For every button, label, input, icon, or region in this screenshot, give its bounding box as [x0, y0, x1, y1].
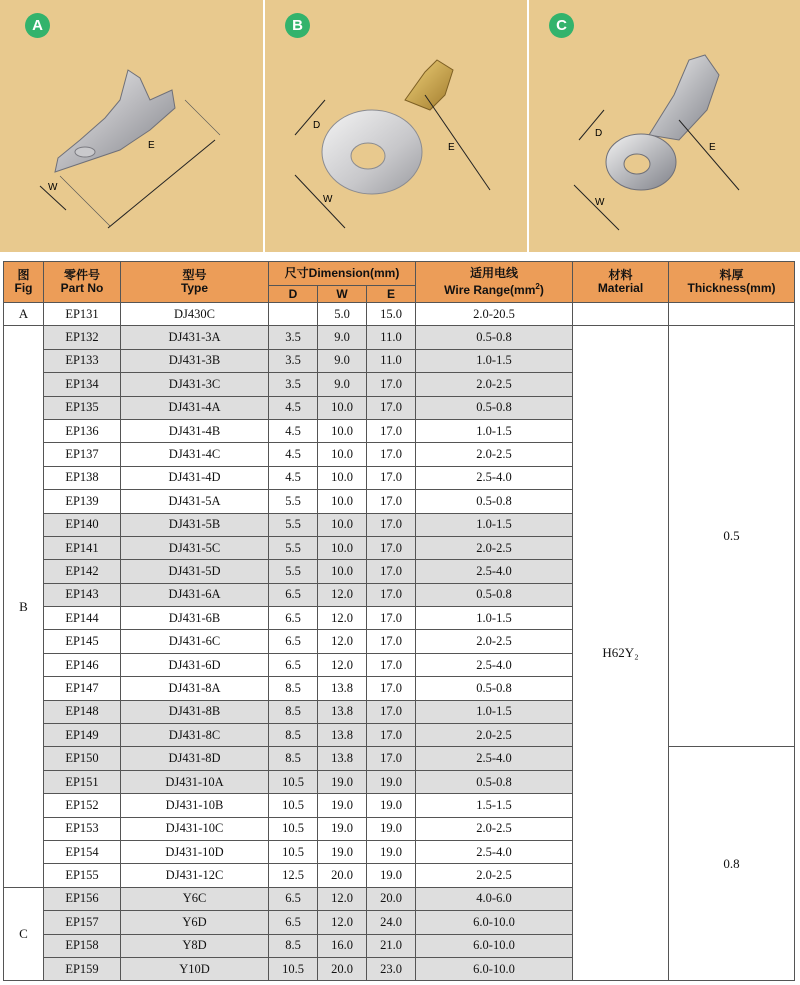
dim-w-cell: 10.0	[318, 396, 367, 419]
type-cell: DJ431-4D	[121, 466, 269, 489]
dim-d-cell: 10.5	[269, 794, 318, 817]
col-d-header: D	[269, 286, 318, 303]
figure-b-panel	[265, 0, 527, 252]
part-no-cell: EP137	[44, 443, 121, 466]
dim-w-cell: 10.0	[318, 466, 367, 489]
dim-w-cell: 10.0	[318, 419, 367, 442]
part-no-cell: EP142	[44, 560, 121, 583]
part-no-cell: EP154	[44, 840, 121, 863]
dim-d-cell: 6.5	[269, 607, 318, 630]
wire-range-cell: 0.5-0.8	[416, 396, 573, 419]
fig-group-b: B	[4, 326, 44, 887]
col-material-header: 材料 Material	[573, 262, 669, 303]
col-fig-header: 图 Fig	[4, 262, 44, 303]
dim-e-cell: 17.0	[367, 653, 416, 676]
material-blank-cell	[573, 303, 669, 326]
col-wire-header: 适用电线 Wire $Range(mm^2)$	[416, 262, 573, 303]
type-cell: DJ431-10D	[121, 840, 269, 863]
part-no-cell: EP133	[44, 349, 121, 372]
dim-w-cell: 9.0	[318, 326, 367, 349]
wire-range-cell: 2.5-4.0	[416, 840, 573, 863]
dim-w-cell: 10.0	[318, 560, 367, 583]
col-thickness-header: 料厚 Thickness(mm)	[669, 262, 795, 303]
dim-d-cell: 6.5	[269, 583, 318, 606]
dim-w-cell: 19.0	[318, 840, 367, 863]
part-no-cell: EP141	[44, 536, 121, 559]
terminal-c-illustration	[529, 0, 800, 252]
dim-d-cell: 3.5	[269, 373, 318, 396]
dim-d-cell	[269, 303, 318, 326]
part-no-cell: EP151	[44, 770, 121, 793]
type-cell: DJ431-8D	[121, 747, 269, 770]
dim-d-cell: 6.5	[269, 887, 318, 910]
table-row	[4, 326, 795, 349]
type-cell: DJ431-6B	[121, 607, 269, 630]
dim-w-cell: 20.0	[318, 864, 367, 887]
part-no-cell: EP155	[44, 864, 121, 887]
dim-w-cell: 10.0	[318, 443, 367, 466]
part-no-cell: EP153	[44, 817, 121, 840]
type-cell: DJ431-5A	[121, 490, 269, 513]
dim-w-cell: 13.8	[318, 700, 367, 723]
dim-e-cell: 17.0	[367, 747, 416, 770]
thickness-cell-1: 0.5	[669, 326, 795, 747]
wire-range-cell: 0.5-0.8	[416, 490, 573, 513]
type-cell: DJ431-10A	[121, 770, 269, 793]
part-no-cell: EP146	[44, 653, 121, 676]
type-cell: DJ431-10C	[121, 817, 269, 840]
dim-w-cell: 19.0	[318, 794, 367, 817]
dim-e-cell: 15.0	[367, 303, 416, 326]
col-dimension-header: 尺寸Dimension(mm)	[269, 262, 416, 286]
dim-e-label-a: E	[148, 140, 155, 151]
type-cell: DJ431-6D	[121, 653, 269, 676]
dim-e-cell: 17.0	[367, 513, 416, 536]
dim-d-cell: 6.5	[269, 911, 318, 934]
part-no-cell: EP157	[44, 911, 121, 934]
type-cell: DJ431-6C	[121, 630, 269, 653]
wire-range-cell: 0.5-0.8	[416, 583, 573, 606]
wire-range-cell: 1.0-1.5	[416, 700, 573, 723]
dim-e-label-b: E	[448, 142, 455, 153]
dim-d-cell: 8.5	[269, 934, 318, 957]
dim-e-cell: 21.0	[367, 934, 416, 957]
type-cell: DJ431-3B	[121, 349, 269, 372]
part-no-cell: EP159	[44, 957, 121, 980]
dim-e-cell: 17.0	[367, 466, 416, 489]
type-cell: DJ431-5C	[121, 536, 269, 559]
dim-w-label-b: W	[323, 194, 333, 205]
wire-range-cell: 2.0-2.5	[416, 443, 573, 466]
part-no-cell: EP132	[44, 326, 121, 349]
dim-d-cell: 8.5	[269, 677, 318, 700]
dim-w-cell: 9.0	[318, 349, 367, 372]
figure-c-panel	[529, 0, 800, 252]
figure-c-badge: C	[549, 13, 574, 38]
dim-e-cell: 17.0	[367, 700, 416, 723]
dim-w-cell: 12.0	[318, 583, 367, 606]
type-cell: Y8D	[121, 934, 269, 957]
figure-b-badge: B	[285, 13, 310, 38]
wire-range-cell: 1.5-1.5	[416, 794, 573, 817]
dim-e-cell: 23.0	[367, 957, 416, 980]
dim-e-cell: 19.0	[367, 864, 416, 887]
dim-d-cell: 10.5	[269, 957, 318, 980]
dim-d-cell: 3.5	[269, 349, 318, 372]
dim-e-cell: 19.0	[367, 817, 416, 840]
figure-strip	[0, 0, 800, 252]
dim-d-cell: 8.5	[269, 700, 318, 723]
part-no-cell: EP131	[44, 303, 121, 326]
dim-w-cell: 13.8	[318, 747, 367, 770]
type-cell: Y10D	[121, 957, 269, 980]
part-no-cell: EP148	[44, 700, 121, 723]
dim-w-cell: 13.8	[318, 724, 367, 747]
type-cell: DJ431-3A	[121, 326, 269, 349]
dim-w-cell: 12.0	[318, 630, 367, 653]
part-no-cell: EP136	[44, 419, 121, 442]
dim-e-cell: 19.0	[367, 770, 416, 793]
part-no-cell: EP150	[44, 747, 121, 770]
dim-w-cell: 13.8	[318, 677, 367, 700]
figure-a-panel	[0, 0, 263, 252]
part-no-cell: EP138	[44, 466, 121, 489]
type-cell: DJ431-12C	[121, 864, 269, 887]
wire-range-cell: 2.0-2.5	[416, 864, 573, 887]
wire-range-cell: 1.0-1.5	[416, 349, 573, 372]
dim-w-cell: 12.0	[318, 911, 367, 934]
part-no-cell: EP135	[44, 396, 121, 419]
wire-range-cell: 2.0-2.5	[416, 630, 573, 653]
dim-w-cell: 12.0	[318, 607, 367, 630]
part-no-cell: EP152	[44, 794, 121, 817]
type-cell: DJ431-4A	[121, 396, 269, 419]
dim-w-cell: 20.0	[318, 957, 367, 980]
part-no-cell: EP145	[44, 630, 121, 653]
type-cell: DJ431-8C	[121, 724, 269, 747]
part-no-cell: EP143	[44, 583, 121, 606]
dim-d-cell: 8.5	[269, 747, 318, 770]
dim-d-cell: 10.5	[269, 817, 318, 840]
wire-range-cell: 2.5-4.0	[416, 466, 573, 489]
dim-d-cell: 5.5	[269, 536, 318, 559]
dim-e-cell: 17.0	[367, 490, 416, 513]
dim-e-cell: 24.0	[367, 911, 416, 934]
type-cell: DJ431-5B	[121, 513, 269, 536]
table-row	[4, 303, 795, 326]
dim-w-cell: 10.0	[318, 536, 367, 559]
dim-e-cell: 17.0	[367, 396, 416, 419]
dim-w-cell: 16.0	[318, 934, 367, 957]
thickness-blank-cell	[669, 303, 795, 326]
figure-a-badge: A	[25, 13, 50, 38]
part-no-cell: EP140	[44, 513, 121, 536]
wire-range-cell: 1.0-1.5	[416, 513, 573, 536]
dim-e-cell: 19.0	[367, 794, 416, 817]
dim-d-label-b: D	[313, 120, 321, 131]
wire-range-cell: 2.5-4.0	[416, 560, 573, 583]
dim-w-cell: 19.0	[318, 817, 367, 840]
dim-e-cell: 17.0	[367, 443, 416, 466]
wire-range-cell: 1.0-1.5	[416, 607, 573, 630]
part-no-cell: EP147	[44, 677, 121, 700]
material-cell: H62Y₂	[573, 326, 669, 981]
wire-range-cell: 2.0-20.5	[416, 303, 573, 326]
dim-e-cell: 11.0	[367, 349, 416, 372]
dim-e-cell: 17.0	[367, 536, 416, 559]
wire-range-cell: 2.0-2.5	[416, 536, 573, 559]
wire-range-cell: 0.5-0.8	[416, 770, 573, 793]
dim-w-cell: 10.0	[318, 490, 367, 513]
col-type-header: 型号 Type	[121, 262, 269, 303]
dim-d-cell: 5.5	[269, 560, 318, 583]
dim-d-cell: 4.5	[269, 396, 318, 419]
dim-e-label-c: E	[709, 142, 716, 153]
dim-e-cell: 17.0	[367, 373, 416, 396]
dim-e-cell: 17.0	[367, 607, 416, 630]
type-cell: DJ431-4C	[121, 443, 269, 466]
wire-range-cell: 0.5-0.8	[416, 677, 573, 700]
dim-d-label-c: D	[595, 128, 603, 139]
spec-table	[3, 261, 795, 981]
dim-e-cell: 19.0	[367, 840, 416, 863]
dim-e-cell: 17.0	[367, 419, 416, 442]
part-no-cell: EP156	[44, 887, 121, 910]
dim-d-cell: 6.5	[269, 630, 318, 653]
dim-d-cell: 3.5	[269, 326, 318, 349]
dim-d-cell: 6.5	[269, 653, 318, 676]
dim-d-cell: 4.5	[269, 443, 318, 466]
dim-w-cell: 12.0	[318, 653, 367, 676]
part-no-cell: EP134	[44, 373, 121, 396]
type-cell: Y6C	[121, 887, 269, 910]
dim-d-cell: 10.5	[269, 840, 318, 863]
col-e-header: E	[367, 286, 416, 303]
col-w-header: W	[318, 286, 367, 303]
wire-range-cell: 2.5-4.0	[416, 747, 573, 770]
wire-range-cell: 1.0-1.5	[416, 419, 573, 442]
wire-range-cell: 0.5-0.8	[416, 326, 573, 349]
dim-d-cell: 12.5	[269, 864, 318, 887]
dim-w-label-a: W	[48, 182, 58, 193]
part-no-cell: EP158	[44, 934, 121, 957]
type-cell: Y6D	[121, 911, 269, 934]
dim-w-cell: 12.0	[318, 887, 367, 910]
fig-group-a: A	[4, 303, 44, 326]
dim-e-cell: 17.0	[367, 677, 416, 700]
dim-d-cell: 8.5	[269, 724, 318, 747]
wire-range-cell: 2.0-2.5	[416, 724, 573, 747]
type-cell: DJ431-3C	[121, 373, 269, 396]
dim-d-cell: 5.5	[269, 513, 318, 536]
wire-range-cell: 4.0-6.0	[416, 887, 573, 910]
type-cell: DJ431-8A	[121, 677, 269, 700]
dim-d-cell: 4.5	[269, 466, 318, 489]
dim-w-cell: 10.0	[318, 513, 367, 536]
fig-group-c: C	[4, 887, 44, 981]
spec-table-body	[4, 303, 795, 981]
dim-w-label-c: W	[595, 197, 605, 208]
dim-e-cell: 11.0	[367, 326, 416, 349]
wire-range-cell: 6.0-10.0	[416, 957, 573, 980]
wire-range-cell: 6.0-10.0	[416, 934, 573, 957]
dim-e-cell: 17.0	[367, 724, 416, 747]
part-no-cell: EP144	[44, 607, 121, 630]
dim-w-cell: 5.0	[318, 303, 367, 326]
dim-e-cell: 17.0	[367, 630, 416, 653]
wire-range-cell: 2.0-2.5	[416, 373, 573, 396]
type-cell: DJ431-8B	[121, 700, 269, 723]
dim-w-cell: 19.0	[318, 770, 367, 793]
dim-d-cell: 10.5	[269, 770, 318, 793]
part-no-cell: EP149	[44, 724, 121, 747]
type-cell: DJ431-10B	[121, 794, 269, 817]
terminal-b-illustration	[265, 0, 527, 252]
dim-d-cell: 4.5	[269, 419, 318, 442]
type-cell: DJ431-6A	[121, 583, 269, 606]
table-row	[4, 747, 795, 770]
type-cell: DJ431-5D	[121, 560, 269, 583]
type-cell: DJ430C	[121, 303, 269, 326]
dim-e-cell: 20.0	[367, 887, 416, 910]
dim-e-cell: 17.0	[367, 583, 416, 606]
thickness-cell-2: 0.8	[669, 747, 795, 981]
dim-d-cell: 5.5	[269, 490, 318, 513]
type-cell: DJ431-4B	[121, 419, 269, 442]
dim-e-cell: 17.0	[367, 560, 416, 583]
wire-range-cell: 6.0-10.0	[416, 911, 573, 934]
col-part-header: 零件号 Part No	[44, 262, 121, 303]
wire-range-cell: 2.0-2.5	[416, 817, 573, 840]
part-no-cell: EP139	[44, 490, 121, 513]
dim-w-cell: 9.0	[318, 373, 367, 396]
wire-range-cell: 2.5-4.0	[416, 653, 573, 676]
